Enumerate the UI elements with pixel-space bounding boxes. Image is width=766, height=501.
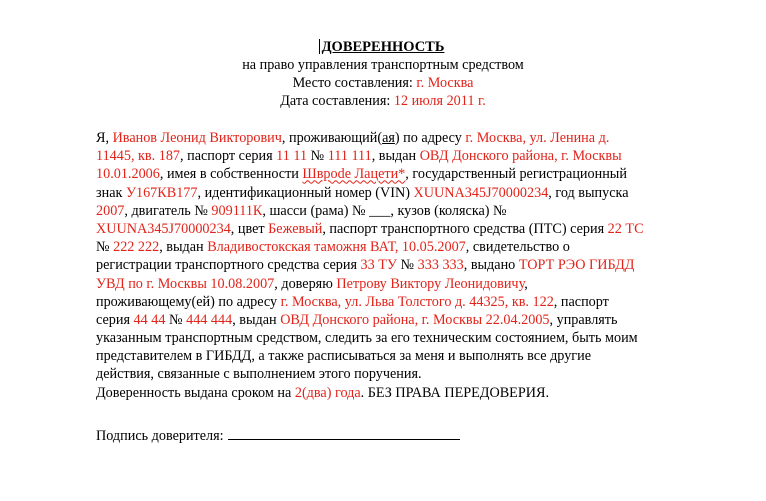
date-value[interactable]: 12 июля 2011 г. bbox=[393, 93, 486, 109]
body-line-7: № 222 222, выдан Владивостокская таможня ВАТ, 10.05.2007, свидетельство о bbox=[96, 239, 570, 256]
body-line-15: Доверенность выдана сроком на 2(два) года. БЕЗ ПРАВА ПЕРЕДОВЕРИЯ. bbox=[96, 384, 549, 401]
body-line-14: действия, связанные с выполнением этого поручения. bbox=[96, 366, 422, 383]
body-line-3: 10.01.2006, имея в собственности Шврode Лацети*, государственный регистрационный bbox=[96, 166, 627, 183]
pts-series[interactable]: 22 ТС bbox=[607, 220, 644, 237]
validity-term[interactable]: 2(два) года bbox=[294, 384, 361, 401]
vin-number[interactable]: XUUNA345J70000234 bbox=[413, 184, 549, 201]
document-title: ДОВЕРЕННОСТЬ bbox=[322, 38, 445, 56]
vehicle-model[interactable]: Шврode Лацети* bbox=[302, 166, 406, 183]
signature-label: Подпись доверителя: bbox=[96, 428, 224, 444]
signature-line[interactable] bbox=[228, 426, 460, 440]
registration-plate[interactable]: У167КВ177 bbox=[125, 184, 198, 201]
signature-block bbox=[96, 426, 460, 445]
trustee-passport-number[interactable]: 444 444 bbox=[186, 311, 233, 328]
engine-number[interactable]: 909111К bbox=[211, 202, 263, 219]
body-line-5: 2007, двигатель № 909111К, шасси (рама) № ___, кузов (коляска) № bbox=[96, 202, 507, 219]
pts-number[interactable]: 222 222 bbox=[113, 239, 160, 256]
body-line-12: указанным транспортным средством, следить за его техническим состоянием, быть моим bbox=[96, 330, 638, 347]
certificate-issued-by[interactable]: ТОРТ РЭО ГИБДД bbox=[518, 257, 635, 274]
body-number[interactable]: XUUNA345J70000234 bbox=[96, 220, 231, 237]
body-line-10: проживающему(ей) по адресу г. Москва, ул. Льва Толстого д. 44325, кв. 122, паспорт bbox=[96, 293, 609, 310]
body-line-4: знак У167КВ177, идентификационный номер (VIN) XUUNA345J70000234, год выпуска bbox=[96, 184, 629, 201]
principal-name[interactable]: Иванов Леонид Викторович bbox=[112, 130, 282, 146]
passport-issue-date[interactable]: 10.01.2006 bbox=[96, 166, 160, 183]
body-line-11: серия 44 44 № 444 444, выдан ОВД Донского района, г. Москвы 22.04.2005, управлять bbox=[96, 311, 618, 328]
body-line-1: Я, Иванов Леонид Викторович, проживающий(ая) по адресу г. Москва, ул. Ленина д. bbox=[96, 130, 610, 146]
trustee-address[interactable]: г. Москва, ул. Льва Толстого д. 44325, кв. 122 bbox=[280, 293, 554, 310]
passport-issued-by[interactable]: ОВД Донского района, г. Москвы bbox=[419, 148, 622, 165]
passport-number[interactable]: 111 111 bbox=[327, 148, 372, 165]
document-body bbox=[96, 129, 722, 402]
place-value[interactable]: г. Москва bbox=[416, 75, 474, 91]
text-cursor bbox=[319, 39, 320, 54]
pts-issued-by[interactable]: Владивостокская таможня ВАТ, 10.05.2007 bbox=[207, 239, 466, 256]
body-line-8: регистрации транспортного средства серия 33 ТУ № 333 333, выдано ТОРТ РЭО ГИБДД bbox=[96, 257, 635, 274]
trustee-name[interactable]: Петрову Виктору Леонидовичу bbox=[336, 275, 525, 292]
trustee-passport-series[interactable]: 44 44 bbox=[133, 311, 166, 328]
date-line: Дата составления: 12 июля 2011 г. bbox=[280, 93, 486, 109]
body-line-13: представителем в ГИБДД, а также расписываться за меня и выполнять все другие bbox=[96, 348, 592, 365]
trustee-passport-issued-by[interactable]: ОВД Донского района, г. Москвы 22.04.2005 bbox=[280, 311, 550, 328]
certificate-series[interactable]: 33 ТУ bbox=[360, 257, 397, 274]
principal-address[interactable]: г. Москва, ул. Ленина д. bbox=[465, 130, 610, 146]
passport-series[interactable]: 11 11 bbox=[276, 148, 308, 165]
vehicle-color[interactable]: Бежевый bbox=[268, 220, 323, 237]
document-header bbox=[0, 38, 766, 110]
manufacture-year[interactable]: 2007 bbox=[96, 202, 125, 219]
body-line-2: 11445, кв. 187, паспорт серия 11 11 № 111 111, выдан ОВД Донского района, г. Москвы bbox=[96, 148, 622, 165]
body-line-9: УВД по г. Москвы 10.08.2007, доверяю Петрову Виктору Леонидовичу, bbox=[96, 275, 528, 292]
place-line: Место составления: г. Москва bbox=[292, 75, 474, 91]
certificate-number[interactable]: 333 333 bbox=[417, 257, 464, 274]
body-line-6: XUUNA345J70000234, цвет Бежевый, паспорт транспортного средства (ПТС) серия 22 ТС bbox=[96, 220, 644, 237]
document-subtitle: на право управления транспортным средством bbox=[242, 57, 524, 73]
